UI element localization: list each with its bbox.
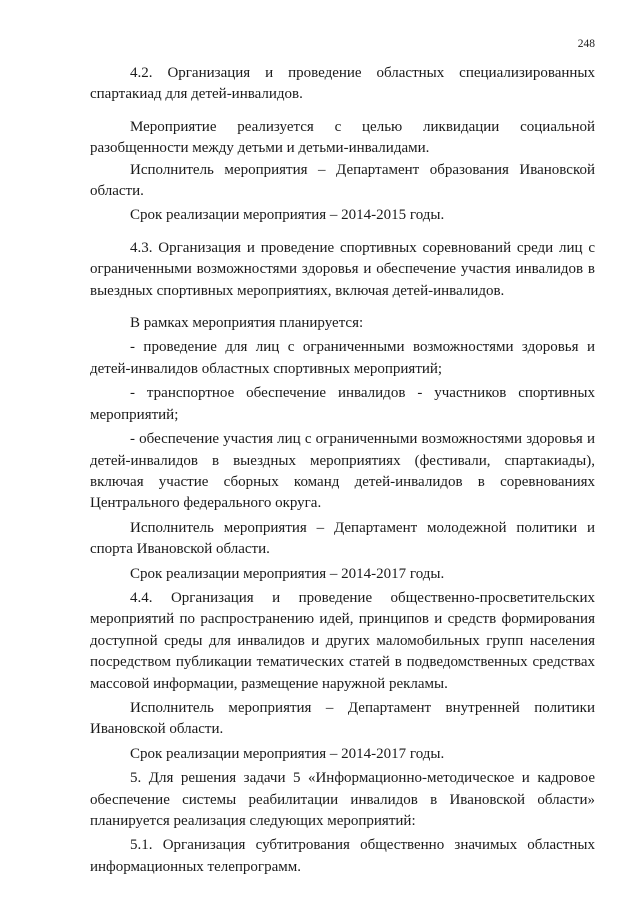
document-body bbox=[90, 63, 595, 878]
section-4-2-executor: Исполнитель мероприятия – Департамент образования Ивановской области. bbox=[90, 161, 595, 200]
section-4-2-term: Срок реализации мероприятия – 2014-2015 годы. bbox=[130, 207, 445, 224]
section-4-3-term: Срок реализации мероприятия – 2014-2017 годы. bbox=[130, 565, 445, 582]
section-4-3-executor: Исполнитель мероприятия – Департамент молодежной политики и спорта Ивановской области. bbox=[90, 519, 595, 558]
section-4-3-item-3: - обеспечение участия лиц с ограниченными возможностями здоровья и детей-инвалидов в выездных мероприятиях (фестивали, спартакиады), включая участие сборных команд детей-инвалидов в соревнованиях Центрального федерального округа. bbox=[90, 431, 595, 512]
section-5-1-heading: 5.1. Организация субтитрования общественно значимых областных информационных телепрограмм. bbox=[90, 837, 595, 875]
page-number: 248 bbox=[577, 38, 595, 50]
section-4-4-term: Срок реализации мероприятия – 2014-2017 годы. bbox=[130, 745, 445, 762]
section-4-3-item-1: - проведение для лиц с ограниченными возможностями здоровья и детей-инвалидов областных спортивных мероприятий; bbox=[90, 339, 595, 377]
section-5-heading: 5. Для решения задачи 5 «Информационно-методическое и кадровое обеспечение системы реабилитации инвалидов в Ивановской области» планируется реализация следующих мероприятий: bbox=[90, 770, 595, 829]
section-4-3-heading: 4.3. Организация и проведение спортивных соревнований среди лиц с ограниченными возможностями здоровья и обеспечение участия инвалидов в выездных спортивных мероприятиях, включая детей-инвалидов. bbox=[90, 239, 595, 299]
section-4-4-executor: Исполнитель мероприятия – Департамент внутренней политики Ивановской области. bbox=[90, 699, 595, 738]
section-4-4-heading: 4.4. Организация и проведение общественно-просветительских мероприятий по распространению идей, принципов и средств формирования доступной среды для инвалидов и других маломобильных групп населения посредством публикации тематических статей в подведомственных средствах массовой информации, размещение наружной рекламы. bbox=[90, 589, 595, 692]
section-4-3-item-2: - транспортное обеспечение инвалидов - участников спортивных мероприятий; bbox=[90, 385, 595, 423]
section-4-3-intro: В рамках мероприятия планируется: bbox=[130, 315, 364, 332]
section-4-2-purpose: Мероприятие реализуется с целью ликвидации социальной разобщенности между детьми и детьми-инвалидами. bbox=[90, 118, 595, 157]
section-4-2-heading: 4.2. Организация и проведение областных специализированных спартакиад для детей-инвалидов. bbox=[90, 65, 595, 103]
